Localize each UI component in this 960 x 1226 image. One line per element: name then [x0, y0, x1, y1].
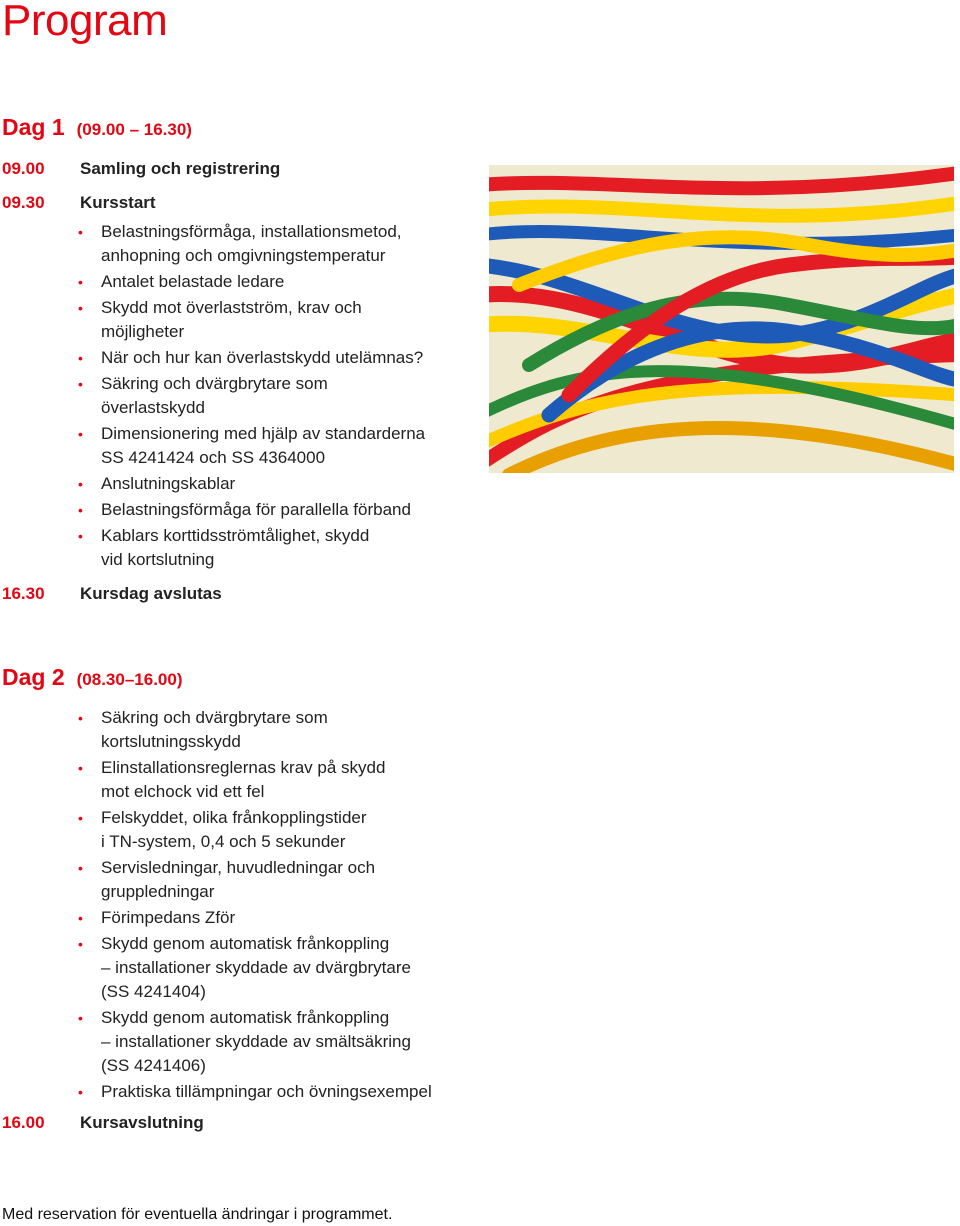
slot-time: 16.30 [2, 584, 45, 603]
slot-text: Kursavslutning [80, 1113, 204, 1132]
slot-time: 09.30 [2, 193, 45, 212]
list-item: • Kablars korttidsströmtålighet, skydd vid kortslutning [78, 526, 370, 569]
day2-time: (08.30–16.00) [76, 670, 183, 689]
day1-label: Dag 1 [2, 114, 65, 140]
day1-slot-end [2, 584, 222, 604]
list-item: • Praktiska tillämpningar och övningsexempel [78, 1082, 432, 1101]
list-item: • Servisledningar, huvudledningar och gruppledningar [78, 858, 376, 901]
slot-text: Samling och registrering [80, 159, 281, 178]
day1-slot-start [2, 193, 156, 213]
page-title: Program [2, 0, 168, 45]
list-item: • Säkring och dvärgbrytare som kortslutningsskydd [78, 708, 328, 751]
slot-time: 09.00 [2, 159, 45, 178]
day2-label: Dag 2 [2, 664, 65, 690]
day1-heading [2, 114, 192, 141]
slot-time: 16.00 [2, 1113, 45, 1132]
list-item: • Felskyddet, olika frånkopplingstider i TN-system, 0,4 och 5 sekunder [78, 808, 367, 851]
list-item: • Belastningsförmåga, installationsmetod, anhopning och omgivningstemperatur [78, 222, 402, 265]
list-item: • Anslutningskablar [78, 474, 236, 493]
list-item: • Skydd genom automatisk frånkoppling – installationer skyddade av dvärgbrytare (SS 4241404) [78, 934, 411, 1001]
list-item: • Dimensionering med hjälp av standarderna SS 4241424 och SS 4364000 [78, 424, 426, 467]
day1-time: (09.00 – 16.30) [76, 120, 192, 139]
list-item: • Antalet belastade ledare [78, 272, 285, 291]
cables-photo [489, 165, 954, 473]
list-item: • Belastningsförmåga för parallella förband [78, 500, 411, 519]
list-item: • Elinstallationsreglernas krav på skydd mot elchock vid ett fel [78, 758, 386, 801]
slot-text: Kursdag avslutas [80, 584, 222, 603]
list-item: • När och hur kan överlastskydd utelämnas? [78, 348, 424, 367]
slot-text: Kursstart [80, 193, 156, 212]
list-item: • Skydd mot överlastström, krav och möjligheter [78, 298, 362, 341]
list-item: • Förimpedans Zför [78, 908, 236, 927]
day1-topic-list [78, 220, 425, 574]
day1-slot-registration [2, 159, 280, 179]
list-item: • Skydd genom automatisk frånkoppling – installationer skyddade av smältsäkring (SS 4241406) [78, 1008, 411, 1075]
day2-slot-end [2, 1113, 204, 1133]
day2-heading [2, 664, 183, 691]
day2-topic-list [78, 706, 432, 1106]
list-item: • Säkring och dvärgbrytare som överlastskydd [78, 374, 328, 417]
footer-note: Med reservation för eventuella ändringar i programmet. [2, 1206, 393, 1223]
